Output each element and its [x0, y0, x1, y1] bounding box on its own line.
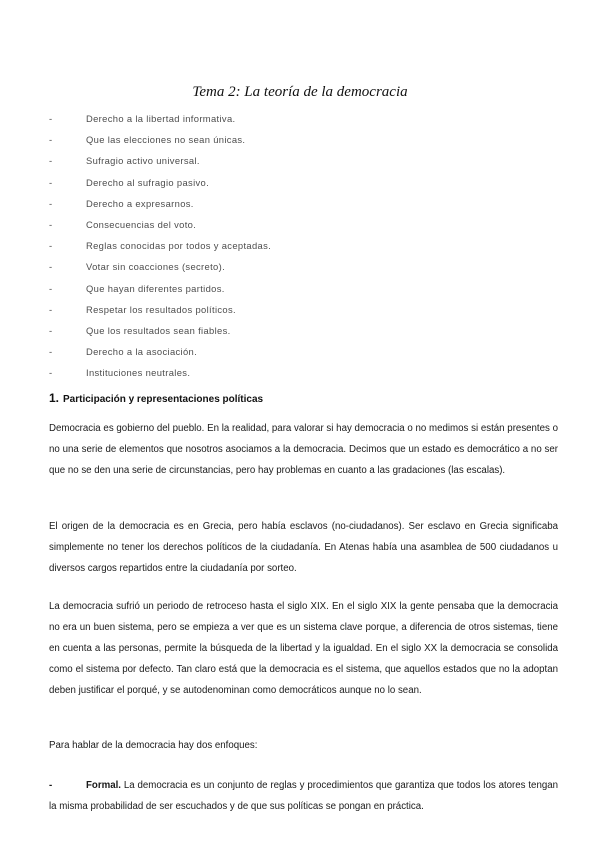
list-item-text: Derecho a la asociación. [86, 346, 198, 358]
list-item-text: Derecho al sufragio pasivo. [86, 176, 210, 188]
list-item-text: Votar sin coacciones (secreto). [86, 261, 226, 273]
list-item-text: Sufragio activo universal. [86, 155, 200, 167]
list-item [49, 174, 569, 195]
list-item [49, 364, 569, 385]
list-item-text: Que hayan diferentes partidos. [86, 282, 225, 294]
paragraph-definition: Democracia es gobierno del pueblo. En la realidad, para valorar si hay democracia o no medimos si están presentes o no una serie de elementos que nosotros asociamos a la democracia. Decimos que un estado es democrático a no ser que no se den una serie de circunstancias, pero hay problemas en cuanto a las gradaciones (las escalas). [49, 423, 558, 476]
list-item [49, 131, 569, 152]
list-dash: - [49, 282, 53, 294]
list-item [49, 301, 569, 322]
list-item [49, 216, 569, 237]
list-item [49, 280, 569, 301]
list-item-text: Reglas conocidas por todos y aceptadas. [86, 240, 272, 252]
list-item [49, 110, 569, 131]
paragraph-origin: El origen de la democracia es en Grecia, pero había esclavos (no-ciudadanos). Ser esclavo en Grecia significaba simplemente no tener los derechos políticos de la ciudadanía. En Atenas había una asamblea de 500 ciudadanos u diversos cargos repartidos entre la ciudadanía por sorteo. [49, 521, 558, 574]
approach-text: La democracia es un conjunto de reglas y procedimientos que garantiza que todos los atores tengan la misma probabilidad de ser escuchados y de que sus políticas se pongan en práctica. [49, 780, 558, 812]
list-item [49, 343, 569, 364]
section-heading [49, 391, 569, 405]
document-title: Tema 2: La teoría de la democracia [192, 84, 408, 100]
list-dash: - [49, 261, 53, 273]
list-dash: - [49, 134, 53, 146]
list-item [49, 322, 569, 343]
approach-formal [49, 775, 558, 817]
list-item-text: Derecho a la libertad informativa. [86, 113, 236, 124]
list-item-text: Derecho a expresarnos. [86, 197, 194, 209]
list-dash: - [49, 303, 53, 315]
list-item-text: Que las elecciones no sean únicas. [86, 134, 246, 146]
list-item [49, 152, 569, 173]
section-title: Participación y representaciones políticas [63, 394, 264, 405]
list-dash: - [49, 367, 53, 379]
list-item [49, 195, 569, 216]
list-dash: - [49, 346, 53, 358]
paragraph-history: La democracia sufrió un periodo de retroceso hasta el siglo XIX. En el siglo XIX la gente pensaba que la democracia no era un buen sistema, pero se empieza a ver que es un sistema clave porque, a diferencia de otros sistemas, tiene en cuenta a las personas, permite la búsqueda de la libertad y la igualdad. En el siglo XX la democracia se consolida como el sistema por defecto. Tan claro está que la democracia es el sistema, que aquellos estados que no la adoptan deben justificar el porqué, y se autodenominan como democráticos aunque no lo sean. [49, 601, 558, 696]
list-item-text: Instituciones neutrales. [86, 367, 191, 379]
list-dash: - [49, 240, 53, 252]
paragraph-approaches: Para hablar de la democracia hay dos enfoques: [49, 740, 258, 751]
list-dash: - [49, 197, 53, 209]
requirements-list [49, 110, 569, 385]
list-dash: - [49, 113, 53, 124]
list-dash: - [49, 218, 53, 230]
list-dash: - [49, 155, 53, 167]
list-item [49, 237, 569, 258]
list-dash: - [49, 324, 53, 336]
list-item-text: Consecuencias del voto. [86, 218, 197, 230]
list-item-text: Respetar los resultados políticos. [86, 303, 236, 315]
list-item [49, 258, 569, 279]
list-dash: - [49, 176, 53, 188]
list-item-text: Que los resultados sean fiables. [86, 324, 231, 336]
section-number: 1. [49, 391, 60, 405]
approach-dash: - [49, 780, 53, 791]
approach-term: Formal. [86, 780, 121, 791]
